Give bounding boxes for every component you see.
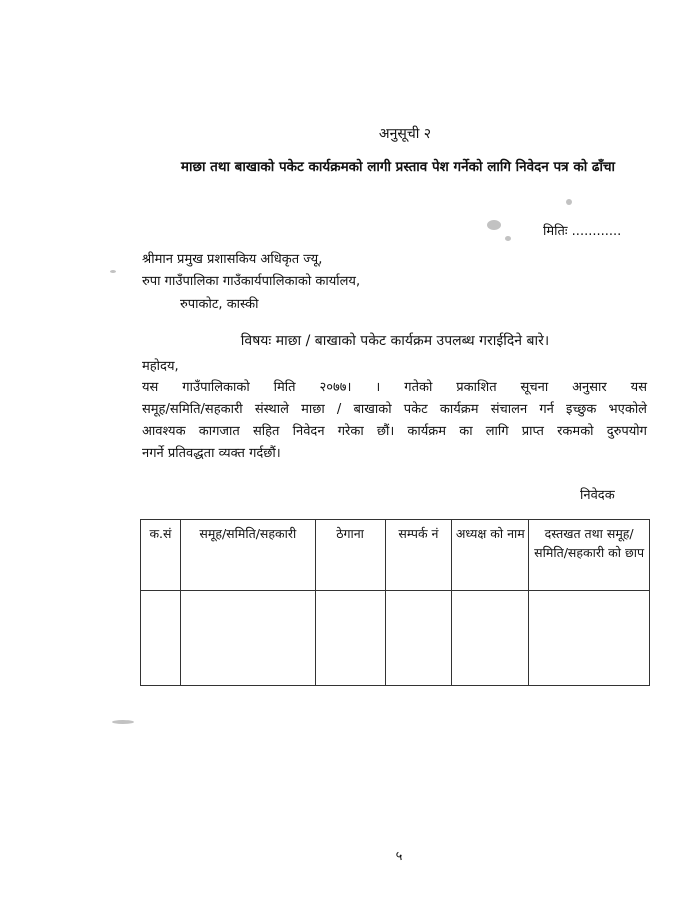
applicant-label: निवेदक — [580, 488, 615, 503]
scan-speck — [505, 236, 511, 241]
table-cell — [141, 591, 181, 686]
body-line: आवश्यक कागजात सहित निवेदन गरेका छौं। कार्यक्रम का लागि प्राप्त रकमको दुरुपयोग — [142, 424, 647, 439]
header-signature-stamp: दस्तखत तथा समूह/समिति/सहकारी को छाप — [529, 520, 650, 591]
document-heading: माछा तथा बाखाको पकेट कार्यक्रमको लागी प्रस्ताव पेश गर्नेको लागि निवेदन पत्र को ढाँचा — [180, 159, 616, 175]
table-cell — [180, 591, 315, 686]
subject-line: विषयः माछा / बाखाको पकेट कार्यक्रम उपलब्ध गराईदिने बारे। — [240, 333, 550, 349]
table-cell — [529, 591, 650, 686]
applicant-table — [140, 519, 650, 686]
header-address: ठेगाना — [315, 520, 385, 591]
scan-speck — [110, 270, 116, 273]
body-paragraph — [142, 377, 647, 465]
address-line-1: श्रीमान प्रमुख प्रशासकिय अधिकृत ज्यू, — [142, 252, 323, 267]
address-line-3: रुपाकोट, कास्की — [180, 297, 259, 312]
header-serial: क.सं — [141, 520, 181, 591]
salutation: महोदय, — [142, 359, 179, 374]
annex-label: अनुसूची २ — [378, 126, 432, 142]
scan-speck — [112, 720, 134, 724]
table-cell — [452, 591, 529, 686]
header-contact: सम्पर्क नं — [385, 520, 452, 591]
table-row — [141, 591, 650, 686]
page-number: ५ — [395, 849, 403, 864]
table-cell — [385, 591, 452, 686]
body-line: यस गाउँपालिकाको मिति २०७७। । गतेको प्रकाशित सूचना अनुसार यस — [142, 380, 647, 395]
table-header-row — [141, 520, 650, 591]
scan-speck — [487, 220, 501, 230]
scan-speck — [566, 199, 572, 205]
body-line: नगर्ने प्रतिवद्धता व्यक्त गर्दछौं। — [142, 446, 281, 461]
body-line: समूह/समिति/सहकारी संस्थाले माछा / बाखाको पकेट कार्यक्रम संचालन गर्न इच्छुक भएकोले — [142, 402, 647, 417]
table-cell — [315, 591, 385, 686]
address-line-2: रुपा गाउँपालिका गाउँकार्यपालिकाको कार्यालय, — [142, 274, 361, 289]
header-chairperson: अध्यक्ष को नाम — [452, 520, 529, 591]
header-group: समूह/समिति/सहकारी — [180, 520, 315, 591]
date-line: मितिः ............ — [543, 224, 622, 239]
